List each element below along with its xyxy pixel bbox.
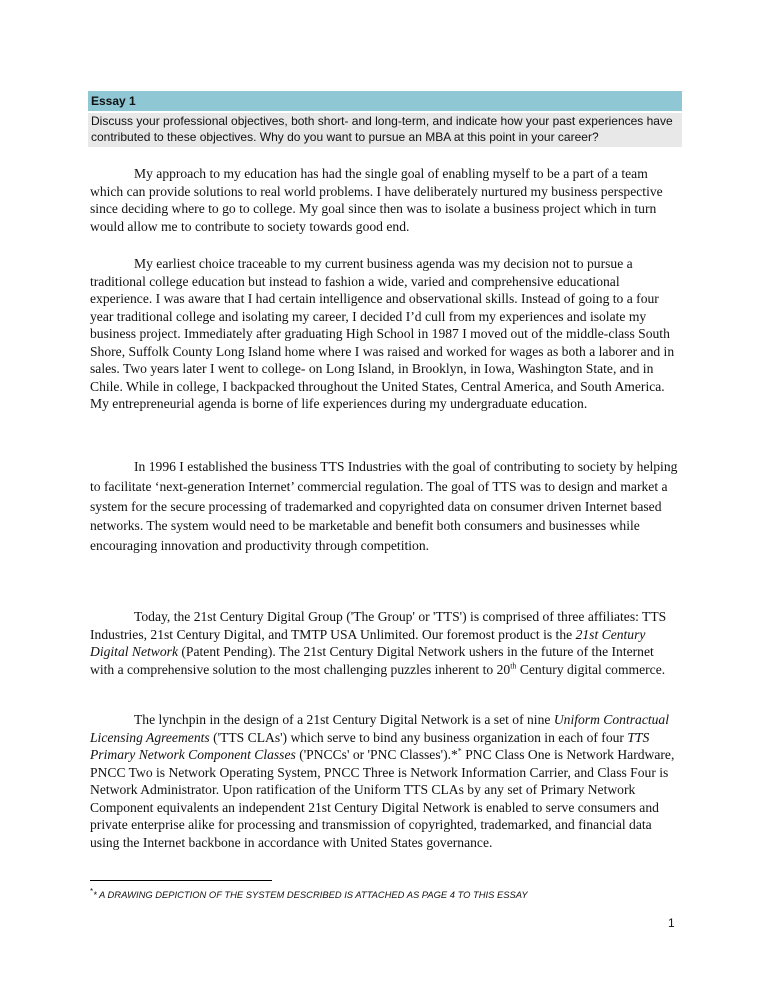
body-paragraph-2: My earliest choice traceable to my current business agenda was my decision not to pursue a traditional college education but instead to fashion a wide, varied and comprehensive educational experience. I was aware that I had certain intelligence and observational skills. Instead of going to a four year traditional college and isolating my career, I decided I’d cull from my experiences and isolate my business project. Immediately after graduating High School in 1987 I moved out of the middle-class South Shore, Suffolk County Long Island home where I was raised and worked for wages as both a laborer and in sales. Two years later I went to college- on Long Island, in Brooklyn, in Iowa, Washington State, and in Chile. While in college, I backpacked throughout the United States, Central America, and South America. My entrepreneurial agenda is borne of life experiences during my undergraduate education.: [90, 256, 675, 411]
p4-superscript: th: [510, 660, 517, 670]
essay-prompt: Discuss your professional objectives, both short- and long-term, and indicate how your past experiences have contributed to these objectives. Why do you want to pursue an MBA at this point in your career?: [88, 113, 682, 147]
page-number: 1: [668, 916, 675, 930]
footnote-text: * A DRAWING DEPICTION OF THE SYSTEM DESCRIBED IS ATTACHED AS PAGE 4 TO THIS ESSAY: [93, 889, 528, 900]
p4-text-b: (Patent Pending). The 21st Century Digital Network ushers in the future of the Internet with a comprehensive solution to the most challenging puzzles inherent to 20: [90, 644, 654, 677]
body-paragraph-3: In 1996 I established the business TTS Industries with the goal of contributing to society by helping to facilitate ‘next-generation Internet’ commercial regulation. The goal of TTS was to design and market a system for the secure processing of trademarked and copyrighted data on consumer driven Internet based networks. The system would need to be marketable and benefit both consumers and businesses while encouraging innovation and productivity through competition.: [90, 459, 678, 554]
p5-footnote-ref: *: [457, 746, 462, 756]
essay-title: Essay 1: [88, 91, 682, 111]
body-paragraph-4: [90, 608, 680, 678]
footnote-divider: [90, 880, 272, 881]
footnote: [90, 886, 690, 900]
p4-text-c: Century digital commerce.: [516, 661, 666, 677]
p5-text-a: The lynchpin in the design of a 21st Century Digital Network is a set of nine: [134, 712, 554, 727]
p5-text-d: PNC Class One is Network Hardware, PNCC Two is Network Operating System, PNCC Three is Network Information Carrier, and Class Four is Network Administrator. Upon ratification of the Uniform TTS CLAs by any set of Primary Network Component equivalents an independent 21st Century Digital Network is enabled to serve consumers and private enterprise alike for processing and transmission of copyrighted, trademarked, and financial data using the Internet backbone in accordance with United States governance.: [90, 747, 675, 850]
p5-text-b: ('TTS CLAs') which serve to bind any business organization in each of four: [209, 729, 628, 745]
p5-classes-name: TTS Primary Network Component Classes: [90, 729, 650, 762]
p5-agreements-name: Uniform Contractual Licensing Agreements: [90, 712, 670, 745]
body-paragraph-5: [90, 711, 680, 851]
footnote-marker: *: [90, 886, 94, 896]
p4-product-name: 21st Century Digital Network: [90, 626, 646, 659]
body-paragraph-1: My approach to my education has had the single goal of enabling myself to be a part of a team which can provide solutions to real world problems. I have deliberately nurtured my business perspective since deciding where to go to college. My goal since then was to isolate a business project which in turn would allow me to contribute to society towards good end.: [90, 166, 663, 234]
p5-text-c: ('PNCCs' or 'PNC Classes').*: [295, 747, 458, 762]
p4-text-a: Today, the 21st Century Digital Group ('The Group' or 'TTS') is comprised of three affiliates: TTS Industries, 21st Century Digital, and TMTP USA Unlimited. Our foremost product is the: [90, 609, 667, 642]
